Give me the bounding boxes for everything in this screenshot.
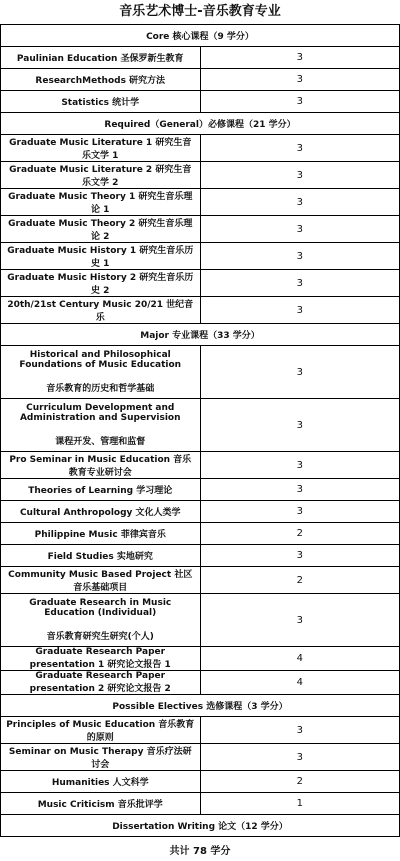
course-credit: 3 xyxy=(200,501,400,523)
course-credit: 3 xyxy=(200,69,400,91)
course-name xyxy=(1,594,201,647)
course-name: Pro Seminar in Music Education 音乐教育专业研讨会 xyxy=(1,452,201,479)
course-credit: 3 xyxy=(200,47,400,69)
course-credit: 1 xyxy=(200,793,400,815)
course-row xyxy=(1,216,400,243)
page-title: 音乐艺术博士-音乐教育专业 xyxy=(0,0,400,24)
course-credit: 3 xyxy=(200,346,400,399)
course-name: ResearchMethods 研究方法 xyxy=(1,69,201,91)
section-heading: Dissertation Writing 论文（12 学分） xyxy=(1,815,400,837)
course-row xyxy=(1,671,400,695)
course-name: Humanities 人文科学 xyxy=(1,771,201,793)
course-credit: 3 xyxy=(200,91,400,113)
course-row xyxy=(1,47,400,69)
course-name: Graduate Music History 2 研究生音乐历史 2 xyxy=(1,270,201,297)
course-name-english: Graduate Research in Music Education (Individual) xyxy=(5,598,196,618)
course-credit: 3 xyxy=(200,135,400,162)
course-credit: 2 xyxy=(200,567,400,594)
course-row xyxy=(1,647,400,671)
course-row xyxy=(1,297,400,324)
course-credit: 3 xyxy=(200,399,400,452)
course-row xyxy=(1,545,400,567)
course-name: Music Criticism 音乐批评学 xyxy=(1,793,201,815)
course-row xyxy=(1,452,400,479)
course-name-english: Curriculum Development and Administration and Supervision xyxy=(5,403,196,423)
section-header-row xyxy=(1,695,400,717)
course-credit: 3 xyxy=(200,216,400,243)
section-heading: Possible Electives 选修课程（3 学分） xyxy=(1,695,400,717)
course-name: Paulinian Education 圣保罗新生教育 xyxy=(1,47,201,69)
section-header-row xyxy=(1,25,400,47)
curriculum-table xyxy=(0,24,400,861)
course-name xyxy=(1,399,201,452)
course-name: Graduate Music Literature 1 研究生音乐文学 1 xyxy=(1,135,201,162)
course-name-chinese: 音乐教育的历史和哲学基础 xyxy=(5,381,196,394)
course-name: Graduate Research Paper presentation 2 研究论文报告 2 xyxy=(1,671,201,695)
course-row xyxy=(1,567,400,594)
course-name: Graduate Music Theory 2 研究生音乐理论 2 xyxy=(1,216,201,243)
course-row xyxy=(1,501,400,523)
course-credit: 3 xyxy=(200,594,400,647)
section-header-row xyxy=(1,113,400,135)
course-credit: 2 xyxy=(200,523,400,545)
course-name-chinese: 音乐教育研究生研究(个人) xyxy=(5,629,196,642)
course-row xyxy=(1,91,400,113)
course-name: Philippine Music 菲律宾音乐 xyxy=(1,523,201,545)
course-credit: 4 xyxy=(200,671,400,695)
course-credit: 3 xyxy=(200,297,400,324)
section-heading: Required（General）必修课程（21 学分） xyxy=(1,113,400,135)
course-name: Seminar on Music Therapy 音乐疗法研讨会 xyxy=(1,744,201,771)
section-header-row xyxy=(1,324,400,346)
course-credit: 3 xyxy=(200,545,400,567)
section-heading: Core 核心课程（9 学分） xyxy=(1,25,400,47)
course-name: Graduate Music History 1 研究生音乐历史 1 xyxy=(1,243,201,270)
course-row xyxy=(1,479,400,501)
course-name-chinese: 课程开发、管理和监督 xyxy=(5,434,196,447)
course-row xyxy=(1,523,400,545)
course-name: Principles of Music Education 音乐教育的原则 xyxy=(1,717,201,744)
course-name: Cultural Anthropology 文化人类学 xyxy=(1,501,201,523)
course-name-english: Historical and Philosophical Foundations of Music Education xyxy=(5,350,196,370)
course-name: Theories of Learning 学习理论 xyxy=(1,479,201,501)
course-row xyxy=(1,717,400,744)
course-row xyxy=(1,346,400,399)
course-row xyxy=(1,162,400,189)
course-row xyxy=(1,771,400,793)
course-row xyxy=(1,69,400,91)
total-credits: 共计 78 学分 xyxy=(1,837,400,861)
course-name xyxy=(1,346,201,399)
course-name: Community Music Based Project 社区音乐基础项目 xyxy=(1,567,201,594)
course-name: Graduate Research Paper presentation 1 研究论文报告 1 xyxy=(1,647,201,671)
course-row xyxy=(1,744,400,771)
course-name: Field Studies 实地研究 xyxy=(1,545,201,567)
section-header-row xyxy=(1,815,400,837)
course-credit: 3 xyxy=(200,243,400,270)
course-credit: 3 xyxy=(200,270,400,297)
course-credit: 2 xyxy=(200,771,400,793)
course-name: Statistics 统计学 xyxy=(1,91,201,113)
course-name: Graduate Music Theory 1 研究生音乐理论 1 xyxy=(1,189,201,216)
course-row xyxy=(1,243,400,270)
course-credit: 4 xyxy=(200,647,400,671)
course-row xyxy=(1,189,400,216)
course-credit: 3 xyxy=(200,189,400,216)
course-credit: 3 xyxy=(200,479,400,501)
course-row xyxy=(1,793,400,815)
course-row xyxy=(1,270,400,297)
course-credit: 3 xyxy=(200,162,400,189)
course-credit: 3 xyxy=(200,452,400,479)
total-row xyxy=(1,837,400,861)
course-credit: 3 xyxy=(200,744,400,771)
course-row xyxy=(1,135,400,162)
course-credit: 3 xyxy=(200,717,400,744)
course-name: Graduate Music Literature 2 研究生音乐文学 2 xyxy=(1,162,201,189)
section-heading: Major 专业课程（33 学分） xyxy=(1,324,400,346)
course-name: 20th/21st Century Music 20/21 世纪音乐 xyxy=(1,297,201,324)
course-row xyxy=(1,594,400,647)
course-row xyxy=(1,399,400,452)
